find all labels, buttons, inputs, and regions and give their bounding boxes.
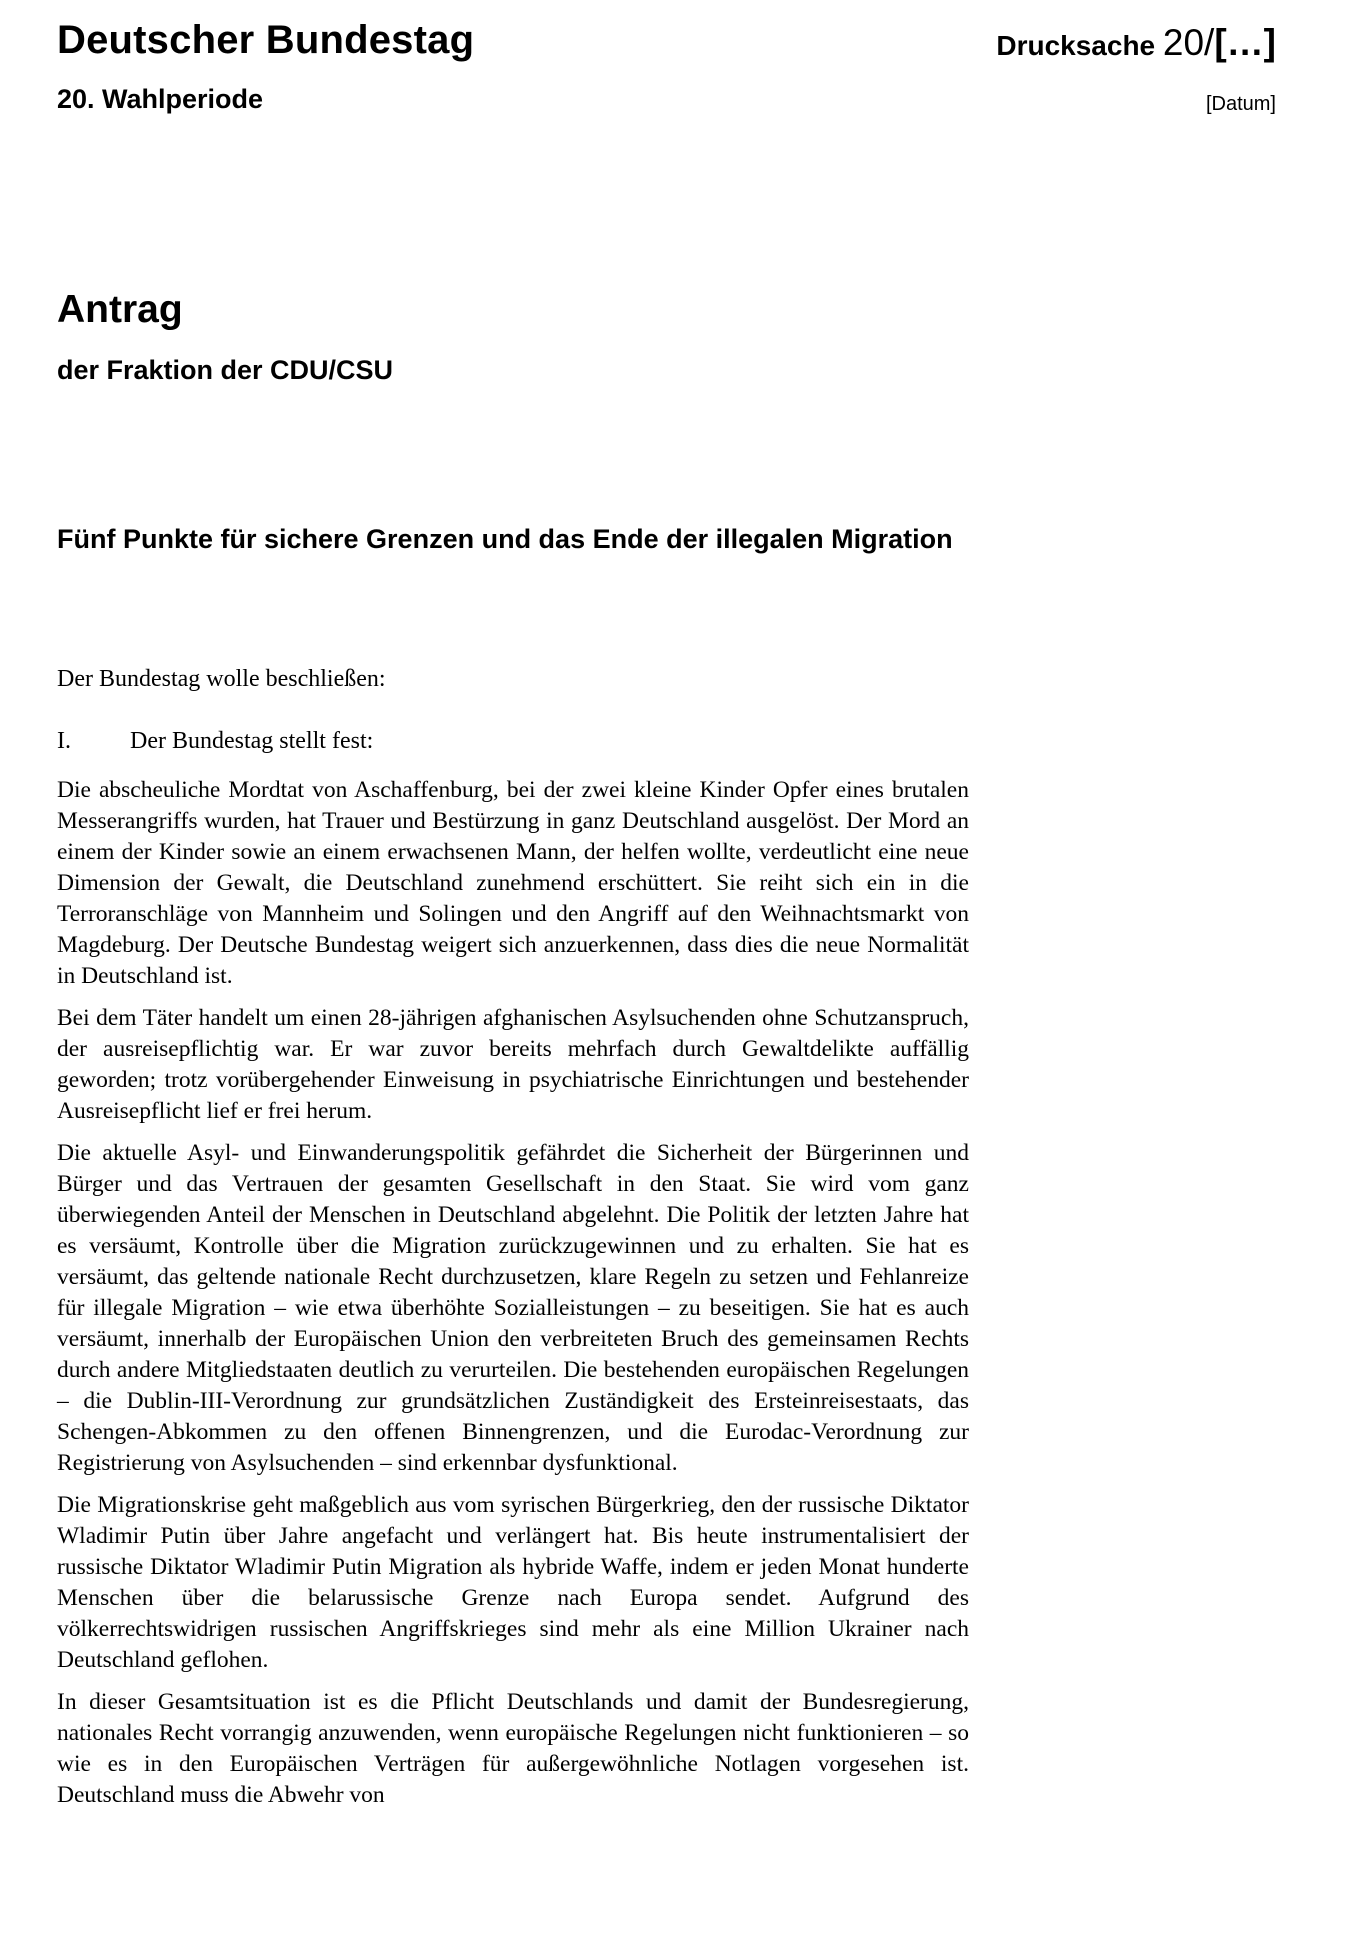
paragraph: Die Migrationskrise geht maßgeblich aus vom syrischen Bürgerkrieg, den der russische Diktator Wladimir Putin über Jahre angefacht und verlängert hat. Bis heute instrumentalisiert der russische Diktator Wladimir Putin Migration als hybride Waffe, indem er jeden Monat hunderte Menschen über die belarussische Grenze nach Europa sendet. Aufgrund des völkerrechtswidrigen russischen Angriffskrieges sind mehr als eine Million Ukrainer nach Deutschland geflohen. [57,1492,969,1673]
document-number-placeholder: […] [1214,22,1276,63]
document-type: Antrag [57,288,183,331]
electoral-period: 20. Wahlperiode [57,84,264,114]
resolution-intro: Der Bundestag wolle beschließen: [57,666,386,692]
document-number-prefix: 20/ [1162,22,1215,63]
document-label: Drucksache [996,30,1156,61]
section-title: Der Bundestag stellt fest: [130,728,374,754]
section-number: I. [57,728,71,754]
paragraph: Die abscheuliche Mordtat von Aschaffenburg, bei der zwei kleine Kinder Opfer eines brutalen Messerangriffs wurden, hat Trauer und Bestürzung in ganz Deutschland ausgelöst. Der Mord an einem der Kinder sowie an einem erwachsenen Mann, der helfen wollte, verdeutlicht eine neue Dimension der Gewalt, die Deutschland zunehmend erschüttert. Sie reiht sich ein in die Terroranschläge von Mannheim und Solingen und den Angriff auf den Weihnachtsmarkt von Magdeburg. Der Deutsche Bundestag weigert sich anzuerkennen, dass dies die neue Normalität in Deutschland ist. [57,777,969,989]
issuer-name: Deutscher Bundestag [57,18,475,62]
body-text [57,775,969,1822]
document-number [996,22,1276,64]
date-placeholder: [Datum] [1205,93,1276,115]
submitter: der Fraktion der CDU/CSU [57,355,394,385]
paragraph: In dieser Gesamtsituation ist es die Pflicht Deutschlands und damit der Bundesregierung, nationales Recht vorrangig anzuwenden, wenn europäische Regelungen nicht funktionieren – so wie es in den Europäischen Verträgen für außergewöhnliche Notlagen vorgesehen ist. Deutschland muss die Abwehr von [57,1689,969,1808]
paragraph: Bei dem Täter handelt um einen 28-jährigen afghanischen Asylsuchenden ohne Schutzanspruch, der ausreisepflichtig war. Er war zuvor bereits mehrfach durch Gewaltdelikte auffällig geworden; trotz vorübergehender Einweisung in psychiatrische Einrichtungen und bestehender Ausreisepflicht lief er frei herum. [57,1005,969,1124]
paragraph: Die aktuelle Asyl- und Einwanderungspolitik gefährdet die Sicherheit der Bürgerinnen und Bürger und das Vertrauen der gesamten Gesellschaft in den Staat. Sie wird vom ganz überwiegenden Anteil der Menschen in Deutschland abgelehnt. Die Politik der letzten Jahre hat es versäumt, Kontrolle über die Migration zurückzugewinnen und zu erhalten. Sie hat es versäumt, das geltende nationale Recht durchzusetzen, klare Regeln zu setzen und Fehlanreize für illegale Migration – wie etwa überhöhte Sozialleistungen – zu beseitigen. Sie hat es auch versäumt, innerhalb der Europäischen Union den verbreiteten Bruch des gemeinsamen Rechts durch andere Mitgliedstaaten deutlich zu verurteilen. Die bestehenden europäischen Regelungen – die Dublin-III-Verordnung zur grundsätzlichen Zuständigkeit des Ersteinreisestaats, das Schengen-Abkommen zu den offenen Binnengrenzen, und die Eurodac-Verordnung zur Registrierung von Asylsuchenden – sind erkennbar dysfunktional. [57,1140,969,1476]
section-heading [57,728,373,755]
document-title: Fünf Punkte für sichere Grenzen und das Ende der illegalen Migration [57,524,953,554]
